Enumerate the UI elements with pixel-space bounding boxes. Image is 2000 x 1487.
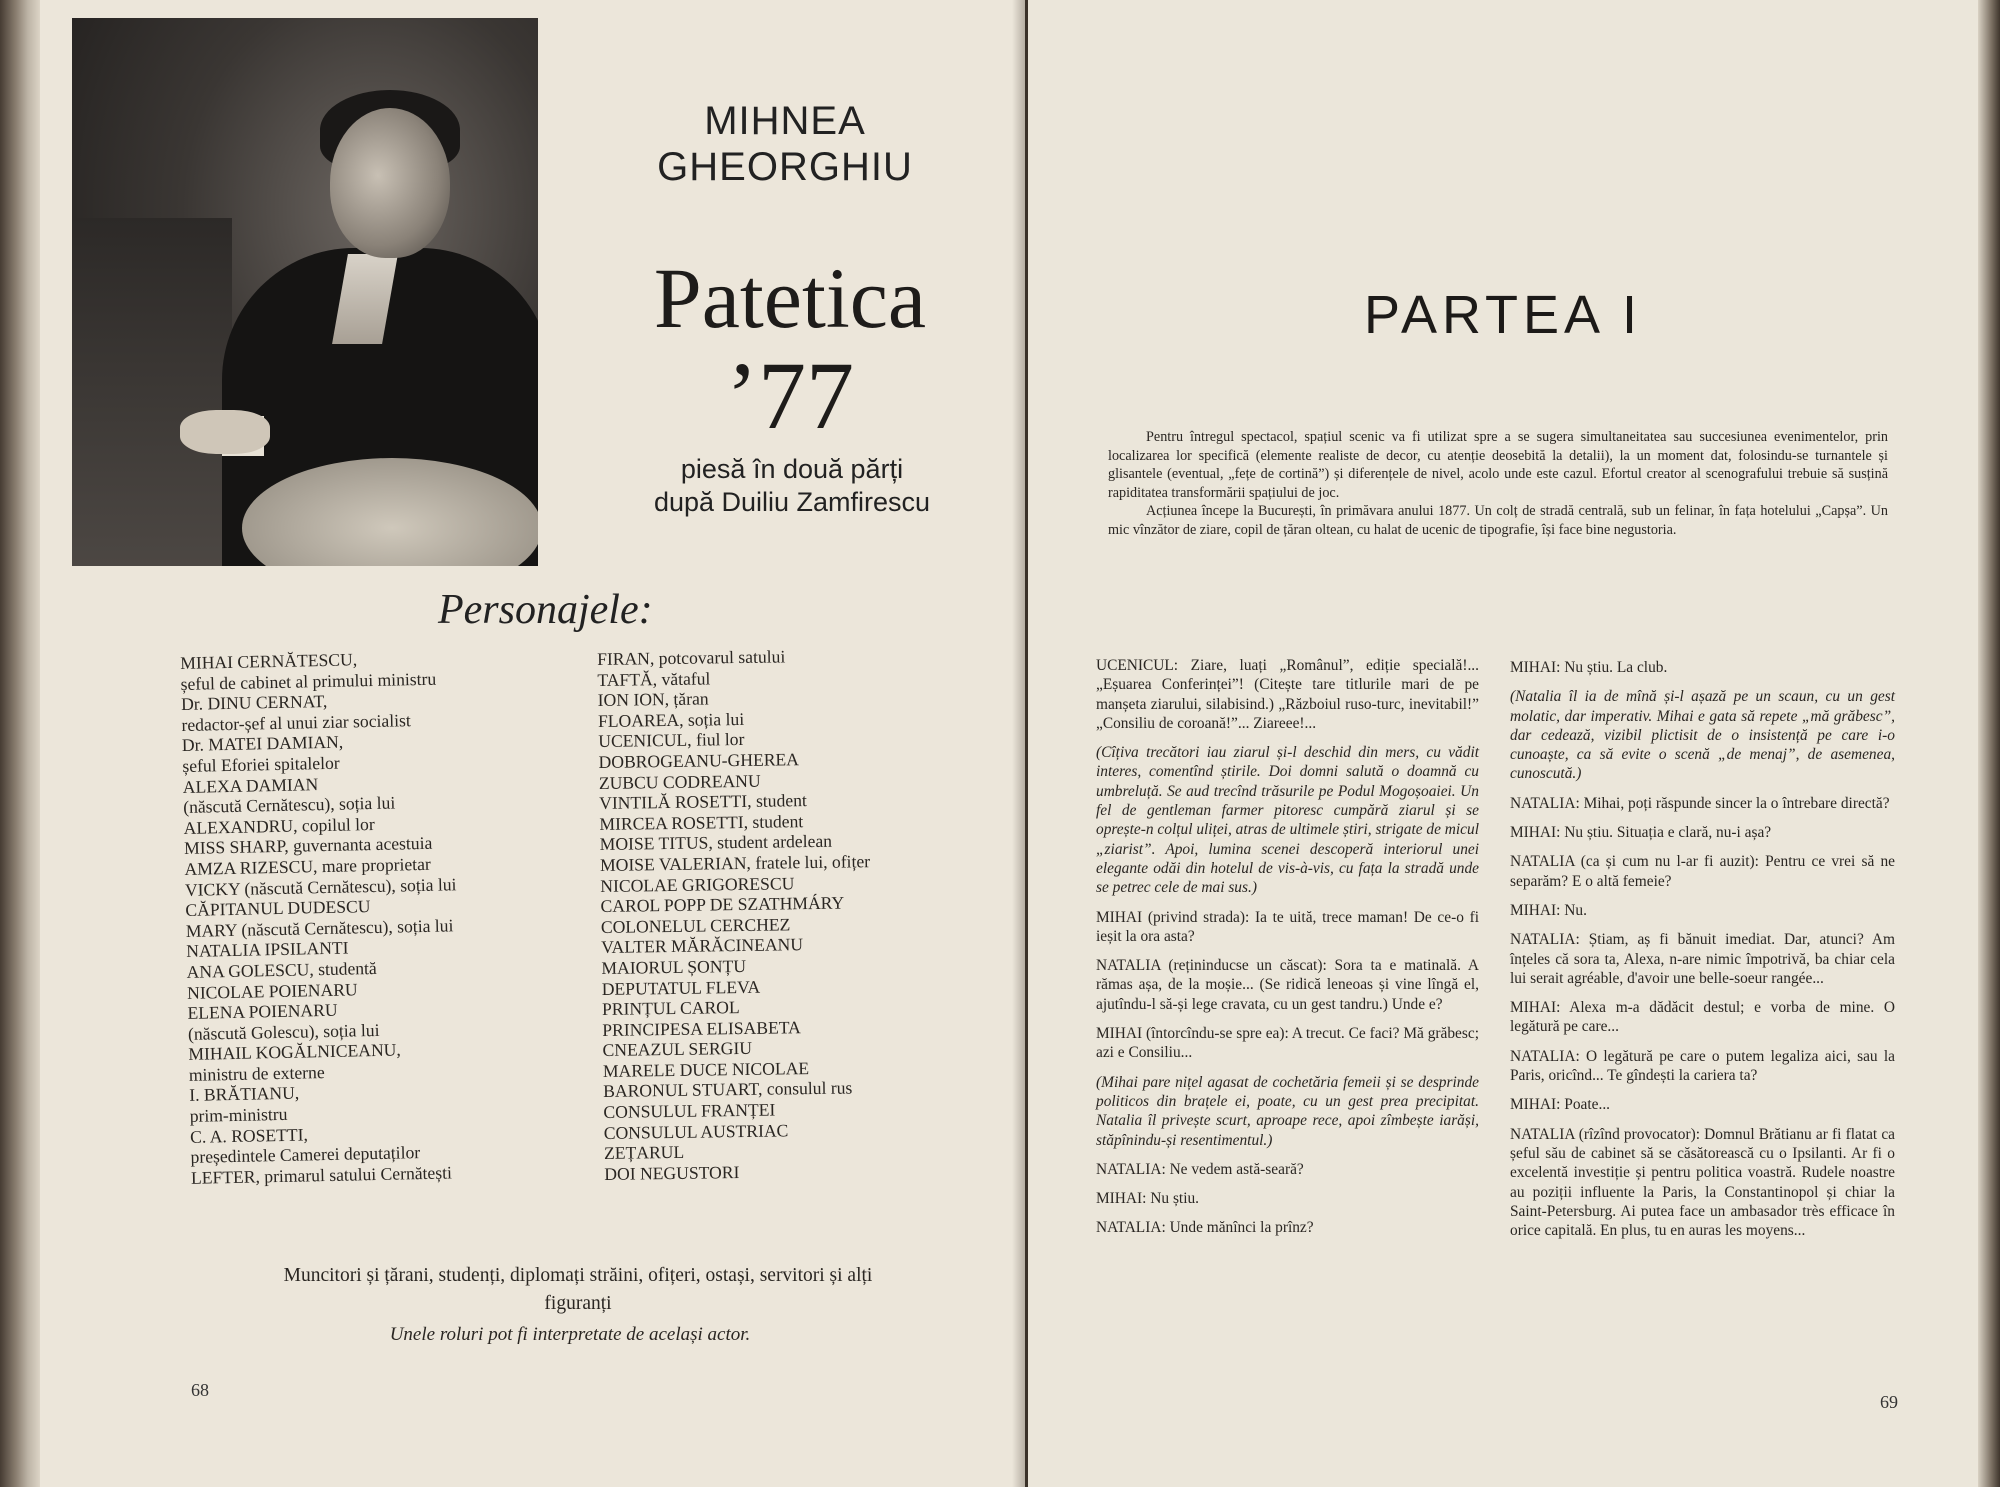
dialogue-column-left — [1096, 656, 1479, 1248]
cast-entry: șeful de cabinet al primului ministru — [180, 668, 437, 694]
play-year: ’77 — [726, 342, 854, 449]
dialogue-line: NATALIA (rîzînd provocator): Domnul Brătianu ar fi flatat ca șeful său de cabinet să se căsătorească cu o Ipsilanti. Ar fi o excelentă investiție și pentru politica voastră. Rudele noastre au poziții influente la Paris, la Constantinopol și chiar la Saint-Petersburg. Ai putea face un ambasador très efficace în orice capitală. En plus, tu en auras les moyens... — [1510, 1125, 1895, 1240]
cast-entry: ALEXANDRU, copilul lor — [183, 813, 375, 838]
extras-line-2: figuranți — [544, 1293, 612, 1314]
cast-entry: Dr. DINU CERNAT, — [180, 691, 328, 715]
cast-entry: LEFTER, primarul satului Cernătești — [190, 1162, 453, 1188]
cast-entry: CĂPITANUL DUDESCU — [185, 896, 371, 921]
roles-note: Unele roluri pot fi interpretate de același actor. — [389, 1324, 751, 1345]
stage-directions-intro — [1108, 428, 1888, 540]
cast-entry: MARELE DUCE NICOLAE — [602, 1057, 810, 1081]
cast-entry: președintele Camerei deputaților — [190, 1142, 421, 1168]
dialogue-line: NATALIA: Știam, aș fi bănuit imediat. Dar, atunci? Am înțeles că sora ta, Alexa, n-are nimic împotrivă, ba chiar cela lui serait agréable, d'avoir une belle-soeur rangée... — [1510, 931, 1895, 987]
photo-hand — [180, 410, 270, 454]
dialogue-line: NATALIA: Ne vedem astă-seară? — [1096, 1160, 1304, 1178]
characters-heading: Personajele: — [438, 587, 653, 633]
cast-entry: ALEXA DAMIAN — [182, 773, 319, 797]
cast-entry: VALTER MĂRĂCINEANU — [601, 934, 804, 958]
dialogue-line: MIHAI: Nu știu. — [1096, 1190, 1200, 1208]
subtitle-line-1: piesă în două părți — [680, 454, 904, 484]
cast-entry: MIRCEA ROSETTI, student — [599, 810, 804, 834]
dialogue-line: NATALIA (ca și cum nu l-ar fi auzit): Pentru ce vrei să ne separăm? E o altă femeie? — [1510, 853, 1895, 890]
cast-entry: ZEȚARUL — [603, 1142, 685, 1164]
cast-entry: VICKY (născută Cernătescu), soția lui — [184, 873, 457, 900]
cast-entry: FLOAREA, soția lui — [597, 708, 745, 731]
cast-entry: NICOLAE GRIGORESCU — [600, 872, 795, 896]
cast-entry: CONSULUL AUSTRIAC — [603, 1120, 789, 1143]
dialogue-line: MIHAI: Nu. — [1510, 901, 1587, 919]
book-edge — [1978, 0, 2000, 1487]
dialogue-line: NATALIA: O legătură pe care o putem legaliza aici, sau la Paris, oricînd... Te gîndești la cariera ta? — [1510, 1047, 1895, 1085]
dialogue-line: NATALIA: Mihai, poți răspunde sincer la o întrebare directă? — [1510, 794, 1890, 812]
page-number-left: 68 — [191, 1380, 209, 1400]
cast-entry: MISS SHARP, guvernanta acestuia — [183, 833, 433, 859]
dialogue-line: MIHAI: Alexa m-a dădăcit destul; e vorba de mine. O legătură pe care... — [1510, 999, 1895, 1036]
cast-entry: VINTILĂ ROSETTI, student — [599, 790, 807, 814]
cast-entry: DOBROGEANU-GHEREA — [598, 749, 800, 772]
dialogue-line: UCENICUL: Ziare, luați „Românul”, ediție specială!... „Eșuarea Conferinței”! (Citește tare titlurile mari de pe manșeta ziarului, silabisind.) „Războiul ruso-turc, inevitabil!” „Consiliu de coroană!”... Ziareee!... — [1096, 657, 1479, 732]
cast-list-left — [180, 645, 561, 1188]
extras-line-1: Muncitori și țărani, studenți, diplomați străini, ofițeri, ostași, servitori și alți — [283, 1265, 873, 1286]
author-last-name: GHEORGHIU — [657, 145, 913, 189]
intro-paragraph-1: Pentru întregul spectacol, spațiul scenic va fi utilizat spre a se sugera simultaneitatea sau succesiunea evenimentelor, prin localizarea lor specifică (elemente realiste de decor, cu atenție deosebită la detalii), la un moment dat, folosindu-se turnantele și glisantele (eventual, „fețe de cortină”) și diferențele de nivel, acolo unde este cazul. Efortul creator al scenografului trebuie să susțină rapiditatea transformării spațiului de joc. — [1108, 429, 1888, 501]
dialogue-line: MIHAI: Nu știu. Situația e clară, nu-i așa? — [1510, 824, 1772, 842]
cast-entry: ZUBCU CODREANU — [598, 770, 761, 793]
cast-entry: ministru de externe — [188, 1061, 325, 1085]
cast-entry: ANA GOLESCU, studentă — [186, 957, 377, 982]
cast-entry: șeful Eforiei spitalelor — [182, 752, 340, 776]
cast-entry: DOI NEGUSTORI — [604, 1161, 740, 1184]
cast-entry: ION ION, țăran — [597, 688, 709, 711]
author-photo — [72, 18, 538, 566]
play-subtitle — [582, 453, 1002, 519]
cast-entry: redactor-șef al unui ziar socialist — [181, 709, 411, 735]
cast-entry: (născută Cernătescu), soția lui — [183, 792, 396, 818]
photo-chair — [72, 218, 232, 566]
photo-head — [330, 108, 450, 258]
cast-entry: MIHAIL KOGĂLNICEANU, — [188, 1039, 401, 1065]
cast-entry: NICOLAE POIENARU — [186, 978, 358, 1003]
dialogue-line: NATALIA (rețininducse un căscat): Sora ta e matinală. A rămas așa, de la moșie... (Se ridică leneoas și vine lîngă el, ajutîndu-l să-și lege cravata, cu un gest tandru.) Unde e? — [1096, 957, 1479, 1013]
dialogue-line: MIHAI (întorcîndu-se spre ea): A trecut. Ce faci? Mă grăbesc; azi e Consiliu... — [1096, 1025, 1479, 1062]
cast-entry: C. A. ROSETTI, — [189, 1124, 309, 1147]
cast-entry: PRINȚUL CAROL — [601, 997, 740, 1020]
stage-direction: (Natalia îl ia de mînă și-l așază pe un scaun, cu un gest molatic, dar imperativ. Mihai e gata să repete „mă grăbesc”, dar cedează, vizibil plictisit de o insistență pe care i-o cunoaște, ca să evite o scenă „de menaj”, de asemenea, cunoscută.) — [1510, 688, 1895, 783]
author-first-name: MIHNEA — [704, 99, 866, 143]
cast-entry: CONSULUL FRANȚEI — [603, 1099, 776, 1123]
cast-entry: UCENICUL, fiul lor — [598, 729, 745, 752]
cast-entry: NATALIA IPSILANTI — [186, 937, 349, 962]
cast-entry: MOISE VALERIAN, fratele lui, ofițer — [599, 851, 871, 875]
stage-direction: (Mihai pare nițel agasat de cochetăria femeii și se desprinde politicos din brațele ei, poate, cu un gest prea precipitat. Natalia îl privește scurt, aproape rece, apoi zîmbește iarăși, stăpînindu-și resentimentul.) — [1096, 1073, 1479, 1149]
cast-entry: CAROL POPP DE SZATHMÁRY — [600, 892, 845, 917]
cast-entry: PRINCIPESA ELISABETA — [602, 1016, 801, 1040]
dialogue-column-right — [1510, 658, 1895, 1250]
play-title: Patetica — [653, 250, 927, 346]
cast-entry: MAIORUL ȘONȚU — [601, 955, 747, 978]
cast-list-right — [597, 643, 1004, 1184]
cast-entry: DEPUTATUL FLEVA — [601, 976, 761, 999]
cast-entry: AMZA RIZESCU, mare proprietar — [184, 853, 431, 879]
author-name — [600, 98, 970, 190]
dialogue-line: NATALIA: Unde mănînci la prînz? — [1096, 1219, 1314, 1237]
cast-entry: MARY (născută Cernătescu), soția lui — [185, 915, 454, 941]
cast-entry: MIHAI CERNĂTESCU, — [180, 649, 358, 673]
page-number-right: 69 — [1880, 1392, 1898, 1412]
cast-entry: CNEAZUL SERGIU — [602, 1038, 753, 1061]
dialogue-line: MIHAI: Nu știu. La club. — [1510, 659, 1668, 676]
dialogue-line: MIHAI (privind strada): Ia te uită, trece maman! De ce-o fi ieșit la ora asta? — [1096, 908, 1479, 945]
cast-entry: FIRAN, potcovarul satului — [597, 646, 786, 669]
extras-line — [178, 1262, 978, 1318]
dialogue-line: MIHAI: Poate... — [1510, 1096, 1611, 1114]
book-binding — [0, 0, 40, 1487]
cast-entry: MOISE TITUS, student ardelean — [599, 831, 833, 855]
subtitle-line-2: după Duiliu Zamfirescu — [653, 487, 931, 517]
cast-entry: TAFTĂ, vătaful — [597, 668, 711, 690]
cast-entry: prim-ministru — [189, 1103, 288, 1126]
stage-direction: (Cîțiva trecători iau ziarul și-l deschid din mers, cu vădit interes, comentînd știrile. Doi domni salută o doamnă cu umbreluță. Se aud trecînd trăsurile pe Podul Mogoșoaiei. Un fel de gentleman farmer pitoresc cumpără ziarul și se oprește-n colțul uliței, atras de ultimele știri, strigate de micul „ziarist”. Apoi, lumina scenei descoperă interiorul unei elegante odăi din hotelul de vis-à-vis, cu fața la stradă unde se petrec cele de mai sus.) — [1096, 744, 1479, 897]
intro-paragraph-2: Acțiunea începe la București, în primăvara anului 1877. Un colț de stradă centrală, sub un felinar, în fața hotelului „Capșa”. Un mic vînzător de ziare, copil de țăran oltean, cu halat de ucenic de tipografie, își face bine negustoria. — [1108, 503, 1888, 538]
cast-entry: BARONUL STUART, consulul rus — [603, 1077, 853, 1102]
cast-entry: ELENA POIENARU — [187, 999, 338, 1024]
cast-entry: Dr. MATEI DAMIAN, — [181, 731, 344, 756]
cast-entry: COLONELUL CERCHEZ — [600, 914, 791, 937]
part-title: PARTEA I — [1363, 285, 1643, 345]
cast-entry: (născută Golescu), soția lui — [187, 1019, 380, 1044]
cast-entry: I. BRĂTIANU, — [189, 1083, 300, 1106]
